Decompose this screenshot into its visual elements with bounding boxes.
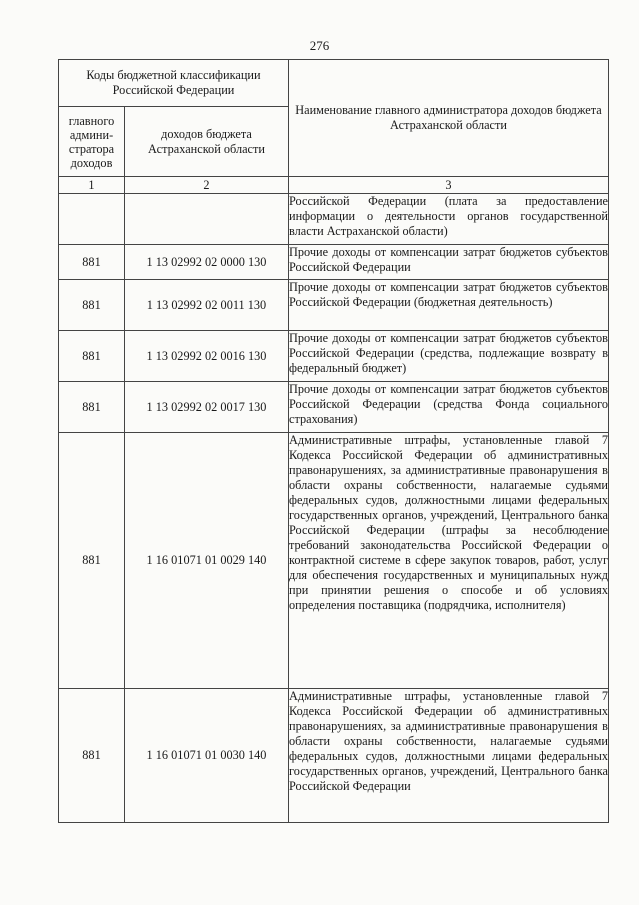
column-number-row [59,177,609,194]
admin-code-cell: 881 [59,280,125,331]
income-code-cell: 1 16 01071 01 0029 140 [125,433,289,689]
table-row [59,194,609,245]
table-row [59,331,609,382]
income-code-cell: 1 13 02992 02 0017 130 [125,382,289,433]
column-number-3: 3 [289,177,609,194]
table-row [59,382,609,433]
admin-code-cell: 881 [59,689,125,823]
name-cell: Прочие доходы от компенсации затрат бюджетов субъектов Российской Федерации (средства, подлежащие возврату в федеральный бюджет) [289,331,609,382]
name-cell: Прочие доходы от компенсации затрат бюджетов субъектов Российской Федерации (средства Фонда социального страхования) [289,382,609,433]
admin-code-cell: 881 [59,245,125,280]
table-row [59,433,609,689]
budget-classification-table [58,59,609,823]
admin-code-cell: 881 [59,433,125,689]
name-cell: Прочие доходы от компенсации затрат бюджетов субъектов Российской Федерации (бюджетная деятельность) [289,280,609,331]
table-row [59,280,609,331]
table-row [59,245,609,280]
header-admin-name: Наименование главного администратора доходов бюджета Астраханской области [289,60,609,177]
admin-code-cell [59,194,125,245]
name-cell: Административные штрафы, установленные главой 7 Кодекса Российской Федерации об административных правонарушениях, за административные правонарушения в области охраны собственности, налагаемые судьями федеральных судов, должностными лицами федеральных государственных органов, учреждений, Центрального банка Российской Федерации (штрафы за несоблюдение требований законодательства Российской Федерации о контрактной системе в сфере закупок товаров, работ, услуг для обеспечения государственных и муниципальных нужд при принятии решения о способе и об условиях определения поставщика (подрядчика, исполнителя) [289,433,609,689]
header-income-code: доходов бюджета Астраханской области [125,107,289,177]
header-codes-group: Коды бюджетной классификации Российской Федерации [59,60,289,107]
admin-code-cell: 881 [59,382,125,433]
column-number-1: 1 [59,177,125,194]
income-code-cell: 1 16 01071 01 0030 140 [125,689,289,823]
admin-code-cell: 881 [59,331,125,382]
income-code-cell: 1 13 02992 02 0016 130 [125,331,289,382]
header-row-top [59,60,609,107]
header-admin-code: главного админи-стратора доходов [59,107,125,177]
income-code-cell [125,194,289,245]
income-code-cell: 1 13 02992 02 0000 130 [125,245,289,280]
income-code-cell: 1 13 02992 02 0011 130 [125,280,289,331]
page-number: 276 [309,38,330,53]
column-number-2: 2 [125,177,289,194]
table-row [59,689,609,823]
name-cell: Административные штрафы, установленные главой 7 Кодекса Российской Федерации об административных правонарушениях, за административные правонарушения в области охраны собственности, налагаемые судьями федеральных судов, должностными лицами федеральных государственных органов, учреждений, Центрального банка Российской Федерации [289,689,609,823]
name-cell: Российской Федерации (плата за предоставление информации о деятельности органов государственной власти Астраханской области) [289,194,609,245]
name-cell: Прочие доходы от компенсации затрат бюджетов субъектов Российской Федерации [289,245,609,280]
